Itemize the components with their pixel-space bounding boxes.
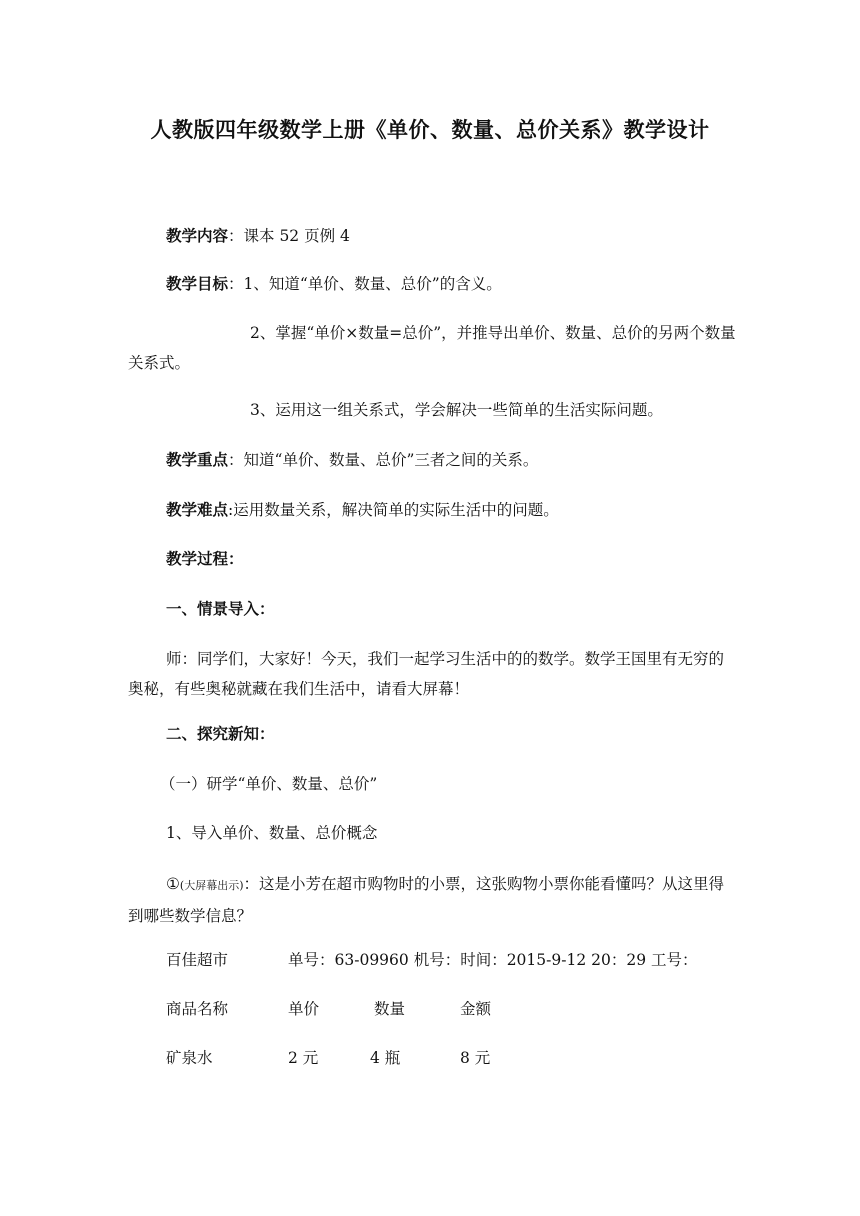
teaching-content [166,222,350,250]
teaching-goal-label: 教学目标 [166,275,229,293]
teaching-goal-3: 3、运用这一组关系式，学会解决一些简单的生活实际问题。 [250,401,663,419]
screen-question: ：这是小芳在超市购物时的小票，这张购物小票你能看懂吗？从这里得到哪些数学信息？ [128,875,725,925]
difficulty-text: :运用数量关系，解决简单的实际生活中的问题。 [228,501,559,519]
teaching-content-label: 教学内容 [166,227,229,245]
receipt-row-item: 矿泉水 [166,1049,213,1067]
teaching-goal-1 [166,270,502,298]
receipt-header-item: 商品名称 [166,1000,229,1018]
difficulty-label: 教学难点 [166,501,229,519]
subsection-1-item-1: 1、导入单价、数量、总价概念 [166,824,378,842]
teaching-difficulty [166,496,559,524]
section-1-heading: 一、情景导入： [166,600,275,618]
teaching-goal-1-text: ：1、知道“单价、数量、总价”的含义。 [228,275,502,293]
teaching-process-heading: 教学过程： [166,550,244,568]
receipt-info: 单号：63-09960 机号：时间：2015-9-12 20：29 工号： [288,951,698,969]
receipt-header-unit-price: 单价 [288,1000,320,1018]
teaching-content-text: ：课本 52 页例 4 [228,227,350,245]
key-point-text: ：知道“单价、数量、总价”三者之间的关系。 [228,451,539,469]
receipt-row-quantity: 4 瓶 [370,1049,401,1067]
teacher-paragraph: 师：同学们，大家好！今天，我们一起学习生活中的的数学。数学王国里有无穷的奥秘，有些奥秘就藏在我们生活中，请看大屏幕！ [128,650,725,698]
key-point-label: 教学重点 [166,451,229,469]
screen-paragraph [128,869,738,931]
receipt-row-amount: 8 元 [460,1049,491,1067]
screen-note: (大屏幕出示) [179,879,244,892]
teaching-key-point [166,446,538,474]
subsection-1-heading: （一）研学“单价、数量、总价” [160,775,378,793]
receipt-row-unit-price: 2 元 [288,1049,319,1067]
circled-number-1: ① [166,875,180,893]
receipt-header-quantity: 数量 [374,1000,406,1018]
page-title: 人教版四年级数学上册《单价、数量、总价关系》教学设计 [150,118,710,142]
teaching-goal-2: 2、掌握“单价×数量=总价”，并推导出单价、数量、总价的另两个数量关系式。 [128,324,736,372]
receipt-header-amount: 金额 [460,1000,492,1018]
section-2-heading: 二、探究新知： [166,725,275,743]
receipt-store-name: 百佳超市 [166,951,229,969]
